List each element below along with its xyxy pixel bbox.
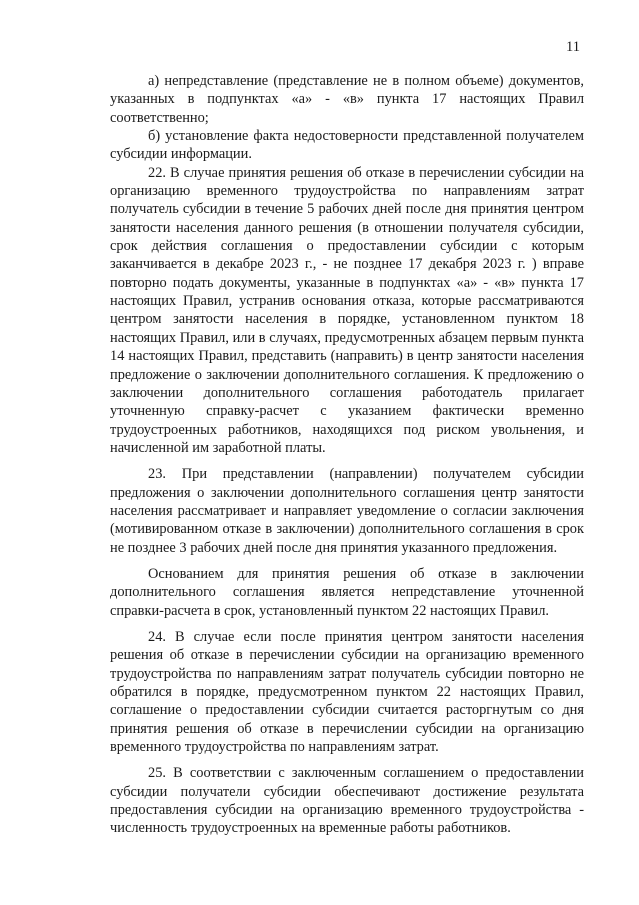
paragraph-clause-24: 24. В случае если после принятия центром занятости населения решения об отказе в перечислении субсидии на организацию временного трудоустройства по направлениям затрат получатель субсидии повторно не обратился в порядке, предусмотренном пунктом 22 настоящих Правил, соглашение о предоставлении субсидии считается расторгнутым со дня принятия решения об отказе в перечислении субсидии на организацию временного трудоустройства по направлениям затрат. (110, 628, 584, 756)
paragraph-clause-23: 23. При представлении (направлении) получателем субсидии предложения о заключении дополнительного соглашения центр занятости населения рассматривает и направляет уведомление о согласии заключения (мотивированном отказе в заключении) дополнительного соглашения в срок не позднее 3 рабочих дней после дня принятия указанного предложения. (110, 466, 584, 556)
paragraph-clause-22: 22. В случае принятия решения об отказе в перечислении субсидии на организацию временного трудоустройства по направлениям затрат получатель субсидии в течение 5 рабочих дней после дня принятия центром занятости населения данного решения (в отношении получателя субсидии, срок действия соглашения о предоставлении субсидии с которым заканчивается в декабре 2023 г., - не позднее 17 декабря 2023 г. ) вправе повторно подать документы, указанные в подпунктах «а» - «в» пункта 17 настоящих Правил, устранив основания отказа, которые рассматриваются центром занятости населения в порядке, установленном пунктом 18 настоящих Правил, или в случаях, предусмотренных абзацем первым пункта 14 настоящих Правил, представить (направить) в центр занятости населения предложение о заключении дополнительного соглашения. К предложению о заключении дополнительного соглашения работодатель прилагает уточненную справку-расчет с указанием фактически временно трудоустроенных работников, находящихся под риском увольнения, и начисленной им заработной платы. (110, 164, 584, 456)
paragraph-clause-25: 25. В соответствии с заключенным соглашением о предоставлении субсидии получатели субсидии обеспечивают достижение результата предоставления субсидии на организацию временного трудоустройства - численность трудоустроенных на временные работы работников. (110, 765, 584, 837)
page-number: 11 (566, 39, 580, 55)
document-body (110, 72, 584, 838)
paragraph-clause-23-grounds: Основанием для принятия решения об отказе в заключении дополнительного соглашения является непредставление уточненной справки-расчета в срок, установленный пунктом 22 настоящих Правил. (110, 565, 584, 619)
paragraph-subitem-a: а) непредставление (представление не в полном объеме) документов, указанных в подпунктах «а» - «в» пункта 17 настоящих Правил соответственно; (110, 73, 584, 126)
paragraph-subitem-b: б) установление факта недостоверности представленной получателем субсидии информации. (110, 128, 584, 163)
